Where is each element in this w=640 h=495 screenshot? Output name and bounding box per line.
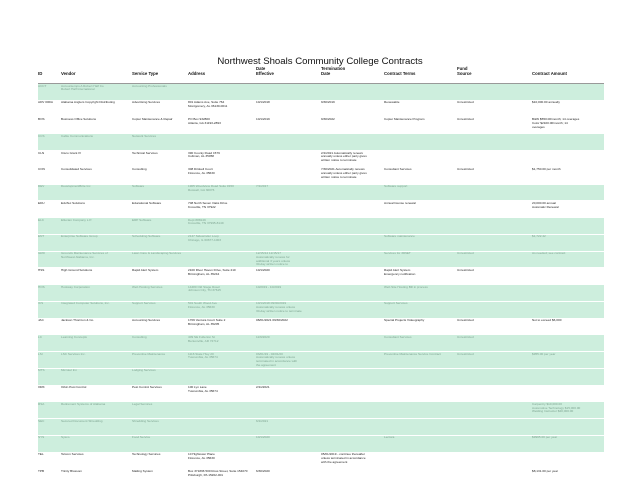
cell-address: 10 Hightower Place Florence, AL 35630 bbox=[188, 453, 215, 460]
cell-address bbox=[188, 436, 255, 451]
cell-contract-terms: Preventive Maintenance Service Contract bbox=[384, 352, 441, 356]
cell-contract-amount bbox=[532, 135, 604, 150]
cell-contract-terms: Lectora bbox=[384, 436, 395, 440]
cell-contract-terms bbox=[384, 135, 456, 150]
cell-service-type: Technology Services bbox=[132, 453, 161, 457]
cell-contract-terms: Software maintenance bbox=[384, 235, 415, 239]
cell-fund-source bbox=[457, 403, 531, 418]
cell-contract-terms: Consultant Services bbox=[384, 168, 412, 172]
cell-contract-amount: $8,131.00 per year bbox=[532, 469, 558, 473]
cell-service-type: Web Hosting Services bbox=[132, 285, 163, 289]
cell-service-type: Accounting Professionals bbox=[132, 84, 167, 88]
cell-vendor: Accountemps A Robert Half Co Robert Half International bbox=[61, 84, 104, 92]
table-row bbox=[38, 335, 604, 351]
cell-date-effective: 10/1/2020 bbox=[256, 436, 270, 440]
table-row bbox=[38, 168, 604, 184]
cell-vendor: Learning Concepts bbox=[61, 335, 87, 339]
cell-address bbox=[188, 135, 255, 150]
cell-fund-source: Unrestricted bbox=[457, 101, 474, 105]
cell-id: LC bbox=[38, 335, 42, 339]
cell-service-type: Technical Services bbox=[132, 151, 158, 155]
cell-fund-source bbox=[457, 386, 531, 401]
cell-service-type: Food Service bbox=[132, 436, 151, 440]
cell-fund-source: Unrestricted bbox=[457, 268, 474, 272]
cell-address: 801 Adams Ave, Suite 764 Montgomery, AL 36130-0011 bbox=[188, 101, 228, 109]
cell-service-type: Scheduling Software bbox=[132, 235, 161, 239]
cell-vendor: EduTec Solutions bbox=[61, 201, 85, 205]
cell-termination-date: 9/30/2022 bbox=[321, 118, 335, 122]
cell-address bbox=[188, 420, 255, 435]
cell-contract-terms: Consultant Services bbox=[384, 335, 412, 339]
cell-vendor: Enterprise Software Group bbox=[61, 235, 98, 239]
header-address: Address bbox=[188, 71, 206, 76]
cell-vendor: Trinity Blossom bbox=[61, 469, 83, 473]
table-row bbox=[38, 218, 604, 234]
cell-fund-source bbox=[457, 286, 531, 301]
cell-service-type: Support Services bbox=[132, 302, 156, 306]
cell-contract-amount: $955.00 per year bbox=[532, 352, 556, 356]
cell-id: HOS bbox=[38, 285, 45, 289]
table-row bbox=[38, 302, 604, 318]
table-row bbox=[38, 285, 604, 301]
cell-id: GRD bbox=[38, 252, 45, 256]
table-row bbox=[38, 84, 604, 100]
cell-address: 390 County Road 1579 Cullman, AL 35058 bbox=[188, 151, 220, 159]
cell-id: ELC bbox=[38, 218, 45, 222]
cell-address: 708 North Seven Oaks Drive Knoxville, TN 37922 bbox=[188, 201, 228, 209]
cell-contract-amount bbox=[532, 286, 604, 301]
cell-id: TPB bbox=[38, 469, 45, 473]
cell-fund-source bbox=[457, 302, 531, 317]
table-row bbox=[38, 469, 604, 485]
cell-date-effective: 10/1/2020 bbox=[256, 268, 270, 272]
cell-contract-amount: $10,000.00 annually bbox=[532, 101, 560, 105]
table-row bbox=[38, 268, 604, 284]
cell-service-type: Consulting bbox=[132, 335, 147, 339]
cell-fund-source bbox=[457, 202, 531, 217]
cell-contract-terms: Copier Maintenance Program bbox=[384, 118, 425, 122]
cell-vendor: Sysco bbox=[61, 436, 70, 440]
header-fund-source: Fund Source bbox=[457, 66, 472, 76]
table-row bbox=[38, 201, 604, 217]
cell-address bbox=[188, 252, 255, 267]
cell-contract-terms bbox=[384, 403, 456, 418]
cell-date-effective: 08/01/2021 09/30/2022 bbox=[256, 319, 288, 323]
cell-id: ACCT bbox=[38, 84, 47, 88]
cell-address: 1709 Ventura Court Suite 2 Birmingham, AL 35205 bbox=[188, 319, 226, 326]
page-title: Northwest Shoals Community College Contracts bbox=[217, 56, 423, 67]
cell-termination-date bbox=[321, 353, 383, 368]
cell-id: SYS bbox=[38, 436, 45, 440]
cell-contract-amount: Carpentry $10,000.00 Automotive Technology $15,000.00 Welding Instructor $20,000.00 bbox=[532, 402, 581, 414]
cell-service-type: Consulting bbox=[132, 168, 147, 172]
cell-contract-amount bbox=[532, 453, 604, 468]
cell-address: 308 Driskell Court Florence, AL 35630 bbox=[188, 168, 215, 176]
cell-id: SEC bbox=[38, 419, 45, 423]
cell-date-effective: 7/1/2017 bbox=[256, 185, 269, 189]
cell-vendor: LSC Services Inc. bbox=[61, 352, 86, 356]
header-contract-terms: Contract Terms bbox=[384, 71, 416, 76]
cell-vendor: DevelopmentBrite Inc bbox=[61, 185, 91, 189]
cell-termination-date bbox=[321, 235, 383, 250]
cell-date-effective bbox=[256, 135, 320, 150]
cell-termination-date bbox=[321, 436, 383, 451]
cell-vendor: Orkin Pest Control bbox=[61, 386, 87, 390]
cell-contract-terms: Special Projects Videography bbox=[384, 319, 425, 323]
cell-service-type: ERP Software bbox=[132, 218, 152, 222]
cell-fund-source: Unrestricted bbox=[457, 118, 474, 122]
cell-id: HSS bbox=[38, 268, 45, 272]
cell-date-effective bbox=[256, 453, 320, 468]
cell-contract-terms: Web Site Hosting Bill in process bbox=[384, 285, 428, 289]
cell-contract-terms bbox=[384, 85, 456, 100]
cell-date-effective bbox=[256, 168, 320, 183]
cell-service-type: Preventive Maintenance bbox=[132, 352, 166, 356]
cell-contract-terms: Annual license renewal bbox=[384, 201, 416, 205]
cell-service-type: Shredding Services bbox=[132, 419, 159, 423]
cell-termination-date: 2/1/2021 Automatically renews annually unless either party gives written notice to terminate bbox=[321, 151, 367, 162]
cell-fund-source bbox=[457, 369, 531, 384]
cell-fund-source bbox=[457, 85, 531, 100]
cell-contract-amount: $1,750.00 per month bbox=[532, 168, 561, 172]
cell-service-type: Advertising Services bbox=[132, 101, 161, 105]
cell-contract-amount: Not to exceed $6,000 bbox=[532, 319, 562, 323]
cell-id: EDU bbox=[38, 201, 45, 205]
table-row bbox=[38, 235, 604, 251]
cell-vendor: Ellucian Company L.P. bbox=[61, 218, 92, 222]
table-row bbox=[38, 151, 604, 167]
cell-id: CCS bbox=[38, 134, 45, 138]
cell-vendor: Retirement Systems of Alabama bbox=[61, 402, 106, 406]
cell-termination-date bbox=[321, 219, 383, 234]
cell-contract-amount bbox=[532, 420, 604, 435]
cell-date-effective bbox=[256, 403, 320, 418]
cell-termination-date bbox=[321, 386, 383, 401]
cell-contract-amount: $9995.00 per year bbox=[532, 436, 558, 440]
cell-service-type: Lodging Services bbox=[132, 369, 156, 373]
cell-contract-terms bbox=[384, 453, 456, 468]
cell-vendor: Microtel Inn bbox=[61, 369, 77, 373]
cell-service-type: Accounting Services bbox=[132, 319, 161, 323]
cell-contract-amount bbox=[532, 336, 604, 351]
cell-id: CON bbox=[38, 168, 45, 172]
cell-termination-date bbox=[321, 252, 383, 267]
cell-service-type: Rapid Alert System bbox=[132, 268, 159, 272]
table-row bbox=[38, 436, 604, 452]
cell-contract-terms: Support Services bbox=[384, 302, 408, 306]
cell-fund-source: Unrestricted bbox=[457, 168, 474, 172]
cell-service-type: Copier Maintenance & Repair bbox=[132, 118, 173, 122]
cell-address: 2100 River Haven Drive, Suite 210 Birmingham, AL 35244 bbox=[188, 268, 236, 276]
cell-fund-source bbox=[457, 420, 531, 435]
cell-address bbox=[188, 369, 255, 384]
cell-contract-terms bbox=[384, 420, 456, 435]
cell-date-effective: 12/15/14 12/15/17 Automatically renews for additional 3 years unless 30-day written notice to bbox=[256, 252, 291, 267]
cell-id: CLN bbox=[38, 151, 45, 155]
cell-termination-date bbox=[321, 269, 383, 284]
cell-termination-date bbox=[321, 420, 383, 435]
cell-address: 1905 Woodview Road Suite #150 Roswell, GA 30076 bbox=[188, 185, 234, 192]
cell-contract-amount: B&W $550.00/month; 14 overages Color $2100.00/month; 14 overages bbox=[532, 118, 580, 129]
cell-contract-amount bbox=[532, 185, 604, 200]
cell-service-type: Network Services bbox=[132, 134, 157, 138]
table-row bbox=[38, 185, 604, 201]
header-termination-date: Termination Date bbox=[321, 66, 346, 76]
cell-address: PO Box 932800 Atlanta, GA 31193-2893 bbox=[188, 118, 221, 125]
table-row bbox=[38, 352, 604, 368]
cell-fund-source bbox=[457, 453, 531, 468]
cell-id: MTS bbox=[38, 369, 45, 373]
cell-vendor: Alabama Anglers Copyright Distributing bbox=[61, 101, 115, 105]
cell-termination-date bbox=[321, 135, 383, 150]
cell-service-type: Software bbox=[132, 185, 145, 189]
cell-service-type: Lawn Care & Landscaping Services bbox=[132, 252, 182, 256]
cell-service-type: Legal Services bbox=[132, 402, 153, 406]
table-row bbox=[38, 419, 604, 435]
cell-address: 2147 Sidewinder Loop Chicago, IL 60677-1003 bbox=[188, 235, 221, 243]
header-id: ID bbox=[38, 71, 43, 76]
cell-contract-amount bbox=[532, 152, 604, 167]
header-contract-amount: Contract Amount bbox=[532, 71, 567, 76]
cell-termination-date bbox=[321, 185, 383, 200]
cell-termination-date bbox=[321, 319, 383, 334]
cell-date-effective: 11/6/2020 bbox=[256, 335, 270, 339]
cell-termination-date bbox=[321, 202, 383, 217]
cell-contract-terms bbox=[384, 219, 456, 234]
cell-contract-amount bbox=[532, 386, 604, 401]
cell-id: LSI bbox=[38, 352, 43, 356]
cell-address: 14480 Old Stage Road Johnson City, TN 37615 bbox=[188, 285, 221, 293]
cell-termination-date: 9/30/2019 bbox=[321, 101, 335, 105]
cell-date-effective: 6/30/2020 bbox=[256, 469, 270, 473]
cell-vendor: Integrated Computer Solutions, Inc. bbox=[61, 302, 110, 306]
cell-address bbox=[188, 85, 255, 100]
cell-vendor: Jackson Thornton & Co. bbox=[61, 319, 95, 323]
cell-contract-terms bbox=[384, 386, 456, 401]
cell-contract-amount bbox=[532, 85, 604, 100]
cell-fund-source bbox=[457, 436, 531, 451]
cell-contract-terms: Renewable bbox=[384, 101, 400, 105]
cell-fund-source: Unrestricted bbox=[457, 252, 474, 256]
cell-address: 1116 State Hwy 20 Tuscumbia, AL 35674 bbox=[188, 352, 218, 360]
cell-fund-source: Unrestricted bbox=[457, 319, 474, 323]
cell-contract-amount bbox=[532, 302, 604, 317]
cell-address: 501 South Wood Ave Florence, AL 35630 bbox=[188, 302, 217, 310]
cell-vendor: Grounds Maintenance Services of Northwest Alabama, Inc. bbox=[61, 252, 108, 259]
cell-id: BOS bbox=[38, 118, 45, 122]
cell-date-effective: 6/1/2021 bbox=[256, 419, 269, 423]
cell-contract-amount bbox=[532, 369, 604, 384]
cell-date-effective bbox=[256, 202, 320, 217]
cell-id: ADV 00DA bbox=[38, 101, 53, 105]
cell-date-effective: 10/1/2018 bbox=[256, 101, 270, 105]
cell-contract-terms: Software support bbox=[384, 185, 408, 189]
cell-vendor: Secured Document Shredding bbox=[61, 419, 103, 423]
cell-fund-source bbox=[457, 152, 531, 167]
cell-termination-date bbox=[321, 302, 383, 317]
cell-termination-date bbox=[321, 286, 383, 301]
cell-date-effective: 10/1/2018 09/30/2019 Automatically renews unless 30-day written notice to terminate bbox=[256, 302, 302, 313]
cell-date-effective bbox=[256, 152, 320, 167]
cell-service-type: Pest Control Services bbox=[132, 386, 162, 390]
cell-fund-source bbox=[457, 185, 531, 200]
cell-id: ORK bbox=[38, 386, 45, 390]
cell-address: Box 371896 500 Ross Street, Suite 154070 Pittsburgh, PA 15262-001 bbox=[188, 469, 248, 477]
cell-vendor: Consolidated Services bbox=[61, 168, 92, 172]
table-row bbox=[38, 453, 604, 469]
cell-fund-source: Unrestricted bbox=[457, 352, 474, 356]
cell-contract-terms: Rapid Alert System Emergency notification bbox=[384, 268, 416, 276]
table-row bbox=[38, 386, 604, 402]
cell-id: TEL bbox=[38, 453, 44, 457]
cell-address: 100 Lyn Lane Tuscumbia, AL 35674 bbox=[188, 386, 218, 393]
cell-service-type: Educational Software bbox=[132, 201, 162, 205]
header-service-type: Service Type bbox=[132, 71, 159, 76]
cell-fund-source bbox=[457, 219, 531, 234]
cell-contract-terms bbox=[384, 369, 456, 384]
cell-fund-source bbox=[457, 135, 531, 150]
cell-date-effective bbox=[256, 369, 320, 384]
cell-termination-date: 7/30/2021 Automatically renews annually unless either party gives written notice to terminate bbox=[321, 168, 367, 179]
table-row bbox=[38, 134, 604, 150]
cell-vendor: Telcom Services bbox=[61, 453, 84, 457]
table-row bbox=[38, 118, 604, 134]
cell-contract-amount: 20,000.00 annual Automatic Renewal bbox=[532, 201, 559, 209]
cell-contract-terms bbox=[384, 470, 456, 485]
cell-id: ENT bbox=[38, 235, 45, 239]
cell-fund-source: Unrestricted bbox=[457, 335, 474, 339]
cell-date-effective: 10/1/2019 bbox=[256, 118, 270, 122]
cell-date-effective: 03/01/19 - 02/01/20 Automatically renews unless terminated in accordance with the agreement bbox=[256, 352, 298, 367]
cell-service-type: Mailing System bbox=[132, 469, 153, 473]
table-row bbox=[38, 402, 604, 418]
cell-termination-date bbox=[321, 470, 383, 485]
cell-contract-amount bbox=[532, 269, 604, 284]
cell-date-effective: 10/2019 - 10/2019 bbox=[256, 285, 282, 289]
header-date-effective: Date Effective bbox=[256, 66, 274, 76]
cell-address bbox=[188, 403, 255, 418]
cell-contract-terms bbox=[384, 152, 456, 167]
table-row bbox=[38, 252, 604, 268]
header-vendor: Vendor bbox=[61, 71, 76, 76]
cell-address: 409 SE Fullerton St Bentonville, AR 72712 bbox=[188, 335, 219, 343]
cell-vendor: Hostway Corporation bbox=[61, 285, 90, 289]
cell-fund-source bbox=[457, 235, 531, 250]
cell-termination-date: 05/01/2019 - continue thereafter unless terminated in accordance with the agreement bbox=[321, 453, 366, 464]
cell-address: Dept 888149 Knoxville, TN 37995-8149 bbox=[188, 218, 224, 226]
cell-fund-source bbox=[457, 470, 531, 485]
cell-vendor: Cisco Grant IV bbox=[61, 151, 82, 155]
cell-termination-date bbox=[321, 336, 383, 351]
cell-termination-date bbox=[321, 403, 383, 418]
cell-id: RSA bbox=[38, 402, 45, 406]
cell-vendor: Business Office Solutions bbox=[61, 118, 97, 122]
cell-id: ICS bbox=[38, 302, 44, 306]
cell-id: DEV bbox=[38, 185, 45, 189]
contracts-table bbox=[38, 84, 604, 486]
cell-date-effective bbox=[256, 235, 320, 250]
cell-vendor: Cable Communications bbox=[61, 134, 93, 138]
cell-termination-date bbox=[321, 85, 383, 100]
table-row bbox=[38, 319, 604, 335]
cell-contract-amount: As needed; see contract bbox=[532, 252, 566, 256]
cell-vendor: High Ground Solutions bbox=[61, 268, 93, 272]
cell-contract-amount: $1,722.42 bbox=[532, 235, 546, 239]
cell-termination-date bbox=[321, 369, 383, 384]
cell-date-effective bbox=[256, 219, 320, 234]
table-row bbox=[38, 369, 604, 385]
cell-contract-terms: Services for 39NET bbox=[384, 252, 411, 256]
table-row bbox=[38, 101, 604, 117]
cell-id: JAC bbox=[38, 319, 44, 323]
cell-contract-amount bbox=[532, 219, 604, 234]
cell-date-effective bbox=[256, 85, 320, 100]
cell-date-effective: 2/11/2021 bbox=[256, 386, 270, 390]
